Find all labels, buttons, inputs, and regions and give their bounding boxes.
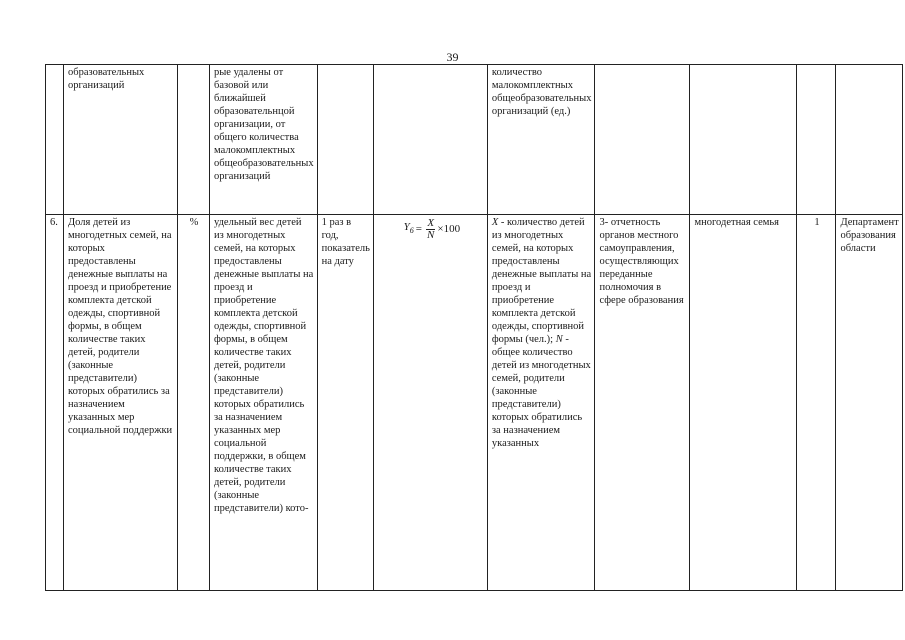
cell-source: 3- отчетность органов местного самоуправления, осуществляющих переданные полномочия в сфере образования	[595, 215, 690, 591]
page-number: 39	[446, 50, 459, 64]
cell-population	[690, 65, 797, 215]
cell-definition: удельный вес детей из многодетных семей, на которых предоставлены денежные выплаты на проезд и приобретение комплекта детской одежды, спортивной формы, в общем количестве таких детей, родители (законные представители) которых обратились за назначением указанных мер социальной поддержки, в общем количестве таких детей, родители (законные представители) кото-	[210, 215, 318, 591]
variable-n-symbol: N	[555, 334, 563, 345]
cell-periodicity	[317, 65, 373, 215]
cell-responsible: Департамент образования области	[836, 215, 902, 591]
cell-indicator: Доля детей из многодетных семей, на которых предоставлены денежные выплаты на проезд и приобретение комплекта детской одежды, спортивной формы, в общем количестве таких детей, родители (законные представители) которых обратились за назначением указанных мер социальной поддержки	[64, 215, 178, 591]
cell-unit: %	[178, 215, 210, 591]
cell-method-code: 1	[797, 215, 836, 591]
table-row	[46, 215, 903, 591]
formula-fraction	[426, 218, 435, 241]
formula-lhs: $Y_6$	[403, 221, 414, 236]
cell-source	[595, 65, 690, 215]
cell-responsible	[836, 65, 902, 215]
table-row	[46, 65, 903, 215]
cell-number: 6.	[46, 215, 64, 591]
variable-n-text: - общее количество детей из многодетных семей, родители (законные представители) которых обратились за назначением указанных	[491, 334, 591, 449]
formula	[404, 218, 460, 241]
cell-formula	[373, 65, 487, 215]
variable-x-text: - количество детей из многодетных семей, на которых предоставлены денежные выплаты на проезд и приобретение комплекта детской одежды, спортивной формы (чел.);	[491, 217, 592, 345]
indicators-table	[45, 64, 903, 591]
formula-denominator: N	[427, 229, 435, 241]
cell-variables	[487, 215, 595, 591]
variable-x-symbol: X	[491, 217, 499, 228]
cell-population: многодетная семья	[690, 215, 797, 591]
cell-formula	[373, 215, 487, 591]
cell-unit	[178, 65, 210, 215]
cell-indicator: образовательных организаций	[64, 65, 178, 215]
cell-definition: рые удалены от базовой или ближайшей образовательнцой организации, от общего количества малокомплектных общеобразовательных организаций	[210, 65, 318, 215]
cell-periodicity: 1 раз в год, показатель на дату	[317, 215, 373, 591]
cell-variables: количество малокомплектных общеобразовательных организаций (ед.)	[487, 65, 595, 215]
formula-equals: =	[415, 223, 423, 235]
cell-number	[46, 65, 64, 215]
cell-method-code	[797, 65, 836, 215]
formula-multiplier: ×100	[437, 223, 461, 235]
formula-numerator: X	[427, 217, 435, 229]
